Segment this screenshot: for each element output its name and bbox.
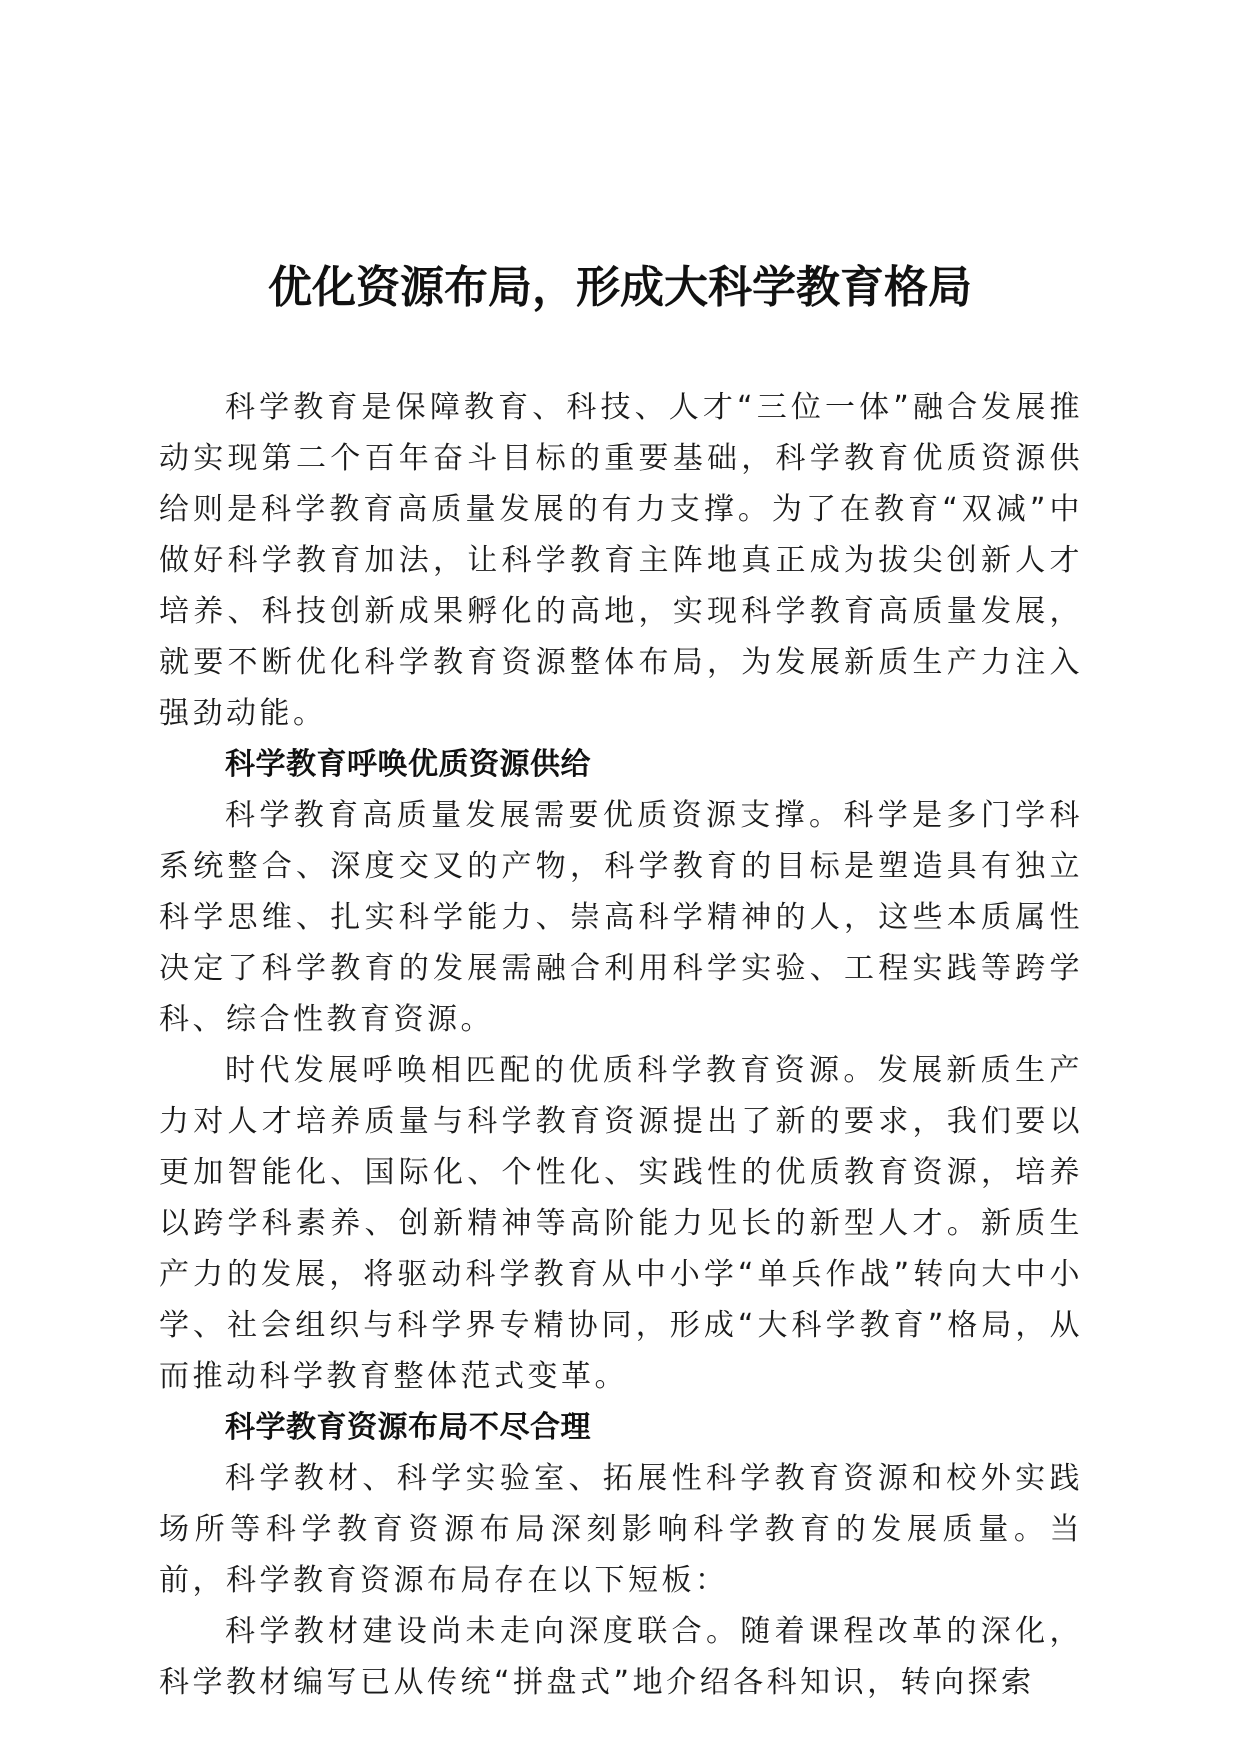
paragraph-quality-support: 科学教育高质量发展需要优质资源支撑。科学是多门学科系统整合、深度交叉的产物，科学教育的目标是塑造具有独立科学思维、扎实科学能力、崇高科学精神的人，这些本质属性决定了科学教育的发展需融合利用科学实验、工程实践等跨学科、综合性教育资源。 bbox=[159, 798, 1083, 1037]
document-title: 优化资源布局，形成大科学教育格局 bbox=[268, 262, 972, 313]
paragraph-era-development: 时代发展呼唤相匹配的优质科学教育资源。发展新质生产力对人才培养质量与科学教育资源提出了新的要求，我们要以更加智能化、国际化、个性化、实践性的优质教育资源，培养以跨学科素养、创新精神等高阶能力见长的新型人才。新质生产力的发展，将驱动科学教育从中小学“单兵作战”转向大中小学、社会组织与科学界专精协同，形成“大科学教育”格局，从而推动科学教育整体范式变革。 bbox=[159, 1053, 1083, 1394]
document-body bbox=[159, 382, 1083, 1708]
section-heading-demand: 科学教育呼唤优质资源供给 bbox=[225, 747, 591, 782]
paragraph-layout-shortcomings: 科学教材、科学实验室、拓展性科学教育资源和校外实践场所等科学教育资源布局深刻影响科学教育的发展质量。当前，科学教育资源布局存在以下短板： bbox=[159, 1461, 1083, 1598]
section-heading-layout: 科学教育资源布局不尽合理 bbox=[225, 1410, 591, 1445]
paragraph-textbooks: 科学教材建设尚未走向深度联合。随着课程改革的深化，科学教材编写已从传统“拼盘式”地介绍各科知识，转向探索 bbox=[159, 1614, 1083, 1700]
paragraph-intro: 科学教育是保障教育、科技、人才“三位一体”融合发展推动实现第二个百年奋斗目标的重要基础，科学教育优质资源供给则是科学教育高质量发展的有力支撑。为了在教育“双减”中做好科学教育加法，让科学教育主阵地真正成为拔尖创新人才培养、科技创新成果孵化的高地，实现科学教育高质量发展，就要不断优化科学教育资源整体布局，为发展新质生产力注入强劲动能。 bbox=[159, 390, 1083, 731]
